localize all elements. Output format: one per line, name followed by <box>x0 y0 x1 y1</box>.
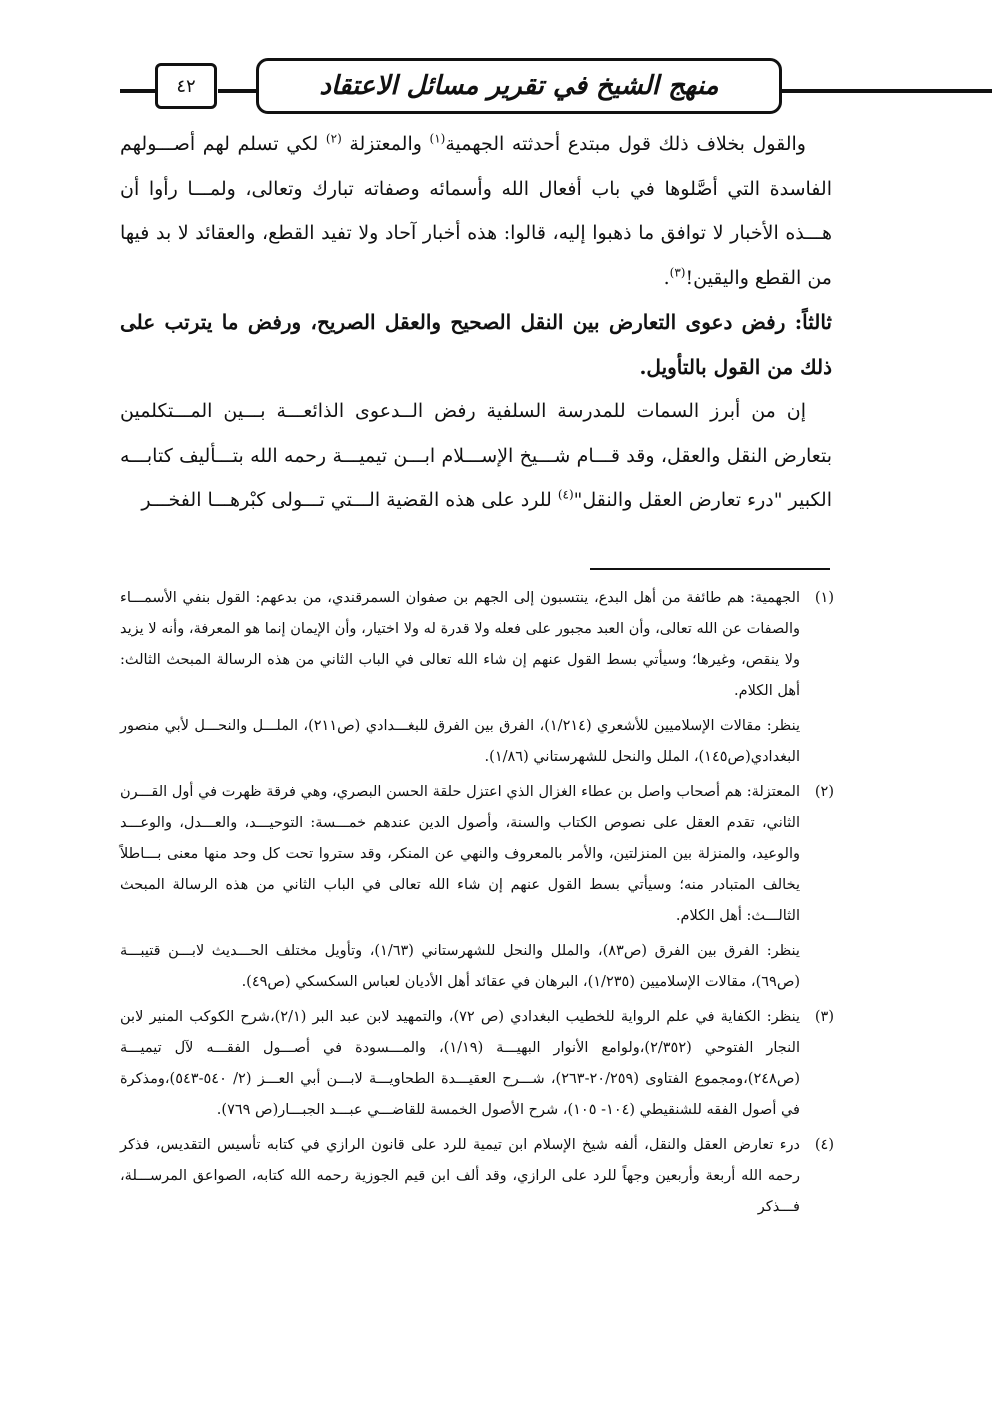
page-number: ٤٢ <box>155 63 217 109</box>
footnote-2-sources: ينظر: الفرق بين الفرق (ص٨٣)، والملل والنحل للشهرستاني (١/٦٣)، وتأويل مختلف الحـــديث لابـــن قتيبـــة (ص٦٩)، مقالات الإسلاميين (١/٢٣٥)، البرهان في عقائد أهل الأديان لعباس السكسكي (ص٤٩). <box>120 943 800 990</box>
footnote-2-number: (٢) <box>814 784 834 800</box>
footnote-3-number: (٣) <box>814 1009 834 1025</box>
footnotes <box>120 583 834 1227</box>
footnote-ref-1[interactable]: (١) <box>429 131 446 146</box>
section-heading: ثالثاً: رفض دعوى التعارض بين النقل الصحيح والعقل الصريح، ورفض ما يترتب على ذلك من القول بالتأويل. <box>120 310 832 379</box>
footnote-1 <box>120 583 834 773</box>
header-rule-right <box>780 89 992 93</box>
footnote-ref-3[interactable]: (٣) <box>669 265 686 280</box>
footnote-4-text: درء تعارض العقل والنقل، ألفه شيخ الإسلام ابن تيمية للرد على قانون الرازي في كتابه تأسيس التقديس، فذكر رحمه الله أربعة وأربعين وجهاً للرد على الرازي، وقد ألف ابن قيم الجوزية رحمه الله كتابه، الصواعق المرســـلة، فـــذكر <box>120 1137 800 1215</box>
footnote-4-number: (٤) <box>814 1137 834 1153</box>
footnote-3 <box>120 1002 834 1126</box>
footnote-2-text: المعتزلة: هم أصحاب واصل بن عطاء الغزال الذي اعتزل حلقة الحسن البصري، وهي فرقة ظهرت في أول القـــرن الثاني، تقدم العقل على نصوص الكتاب والسنة، وأصول الدين عندهم خمـــسة: التوحيـــد، والعـــدل، والوعـــد والوعيد، والمنزلة بين المنزلتين، والأمر بالمعروف والنهي عن المنكر، وقد ستروا تحت كل وحد منها معنى بـــاطلاً يخالف المتبادر منه؛ وسيأتي بسط القول عنهم إن شاء الله تعالى في الباب الثاني من هذه الرسالة المبحث الثالـــث: أهل الكلام. <box>120 784 800 924</box>
para1-text-b: والمعتزلة <box>341 133 430 155</box>
footnote-4 <box>120 1130 834 1223</box>
para1-text-c: لكي تسلم لهم أصـــولهم الفاسدة التي أصَّلوها في باب أفعال الله وأسمائه وصفاته تبارك وتعالى، ولمـــا رأوا أن هـــذه الأخبار لا توافق ما ذهبوا إليه، قالوا: هذه أخبار آحاد ولا تفيد القطع، والعقائد لا بد فيها من القطع واليقين! <box>120 133 832 289</box>
footnote-separator <box>590 568 830 570</box>
footnote-1-number: (١) <box>814 590 834 606</box>
para2-end: للرد على هذه القضية الـــتي تـــولى كبْرهـــا الفخـــر <box>141 489 558 511</box>
footnote-3-text: ينظر: الكفاية في علم الرواية للخطيب البغدادي (ص ٧٢)، والتمهيد لابن عبد البر (٢/١)،شرح الكوكب المنير لابن النجار الفتوحي (٢/٣٥٢)،ولوامع الأنوار البهيـــة (١/١٩)، والمـــسودة في أصـــول الفقـــه لآل تيميـــة (ص٢٤٨)،ومجموع الفتاوى (٢٠/٢٥٩-٢٦٣)، شـــرح العقيـــدة الطحاويـــة لابـــن أبي العـــز (٢/ ٥٤٠-٥٤٣)،ومذكرة في أصول الفقه للشنقيطي (١٠٤- ١٠٥)، شرح الأصول الخمسة للقاضـــي عبـــد الجبـــار(ص ٧٦٩). <box>120 1009 801 1118</box>
paragraph-2 <box>120 389 832 523</box>
header-rule-middle <box>218 89 258 93</box>
footnote-1-sources: ينظر: مقالات الإسلاميين للأشعري (١/٢١٤)، الفرق بين الفرق للبغـــدادي (ص٢١١)، الملـــل والنحـــل لأبي منصور البغدادي(ص١٤٥)، الملل والنحل للشهرستاني (١/٨٦). <box>120 718 800 765</box>
para1-end: . <box>663 266 670 289</box>
running-title: منهج الشيخ في تقرير مسائل الاعتقاد <box>256 58 782 114</box>
header-rule-left <box>120 89 158 93</box>
paragraph-1 <box>120 122 832 300</box>
footnote-ref-4[interactable]: (٤) <box>557 487 574 502</box>
footnote-2 <box>120 777 834 998</box>
para1-text: والقول بخلاف ذلك قول مبتدع أحدثته الجهمية <box>445 133 806 155</box>
main-text <box>120 122 832 523</box>
footnote-1-text: الجهمية: هم طائفة من أهل البدع، ينتسبون إلى الجهم بن صفوان السمرقندي، من بدعهم: القول بنفي الأسمـــاء والصفات عن الله تعالى، وأن العبد مجبور على فعله ولا قدرة له ولا اختيار، وأن الإيمان إنما هو المعرفة، وأنه لا يزيد ولا ينقص، وغيرها؛ وسيأتي بسط القول عنهم إن شاء الله تعالى في الباب الثاني من هذه الرسالة المبحث الثالث: أهل الكلام. <box>120 590 800 699</box>
footnote-ref-2[interactable]: (٢) <box>325 131 342 146</box>
para2-text: إن من أبرز السمات للمدرسة السلفية رفض الــدعوى الذائعـــة بـــين المـــتكلمين بتعارض النقل والعقل، وقد قـــام شـــيخ الإســـلام ابـــن تيميـــة رحمه الله بتـــأليف كتابـــه الكبير "درء تعارض العقل والنقل" <box>120 400 832 511</box>
